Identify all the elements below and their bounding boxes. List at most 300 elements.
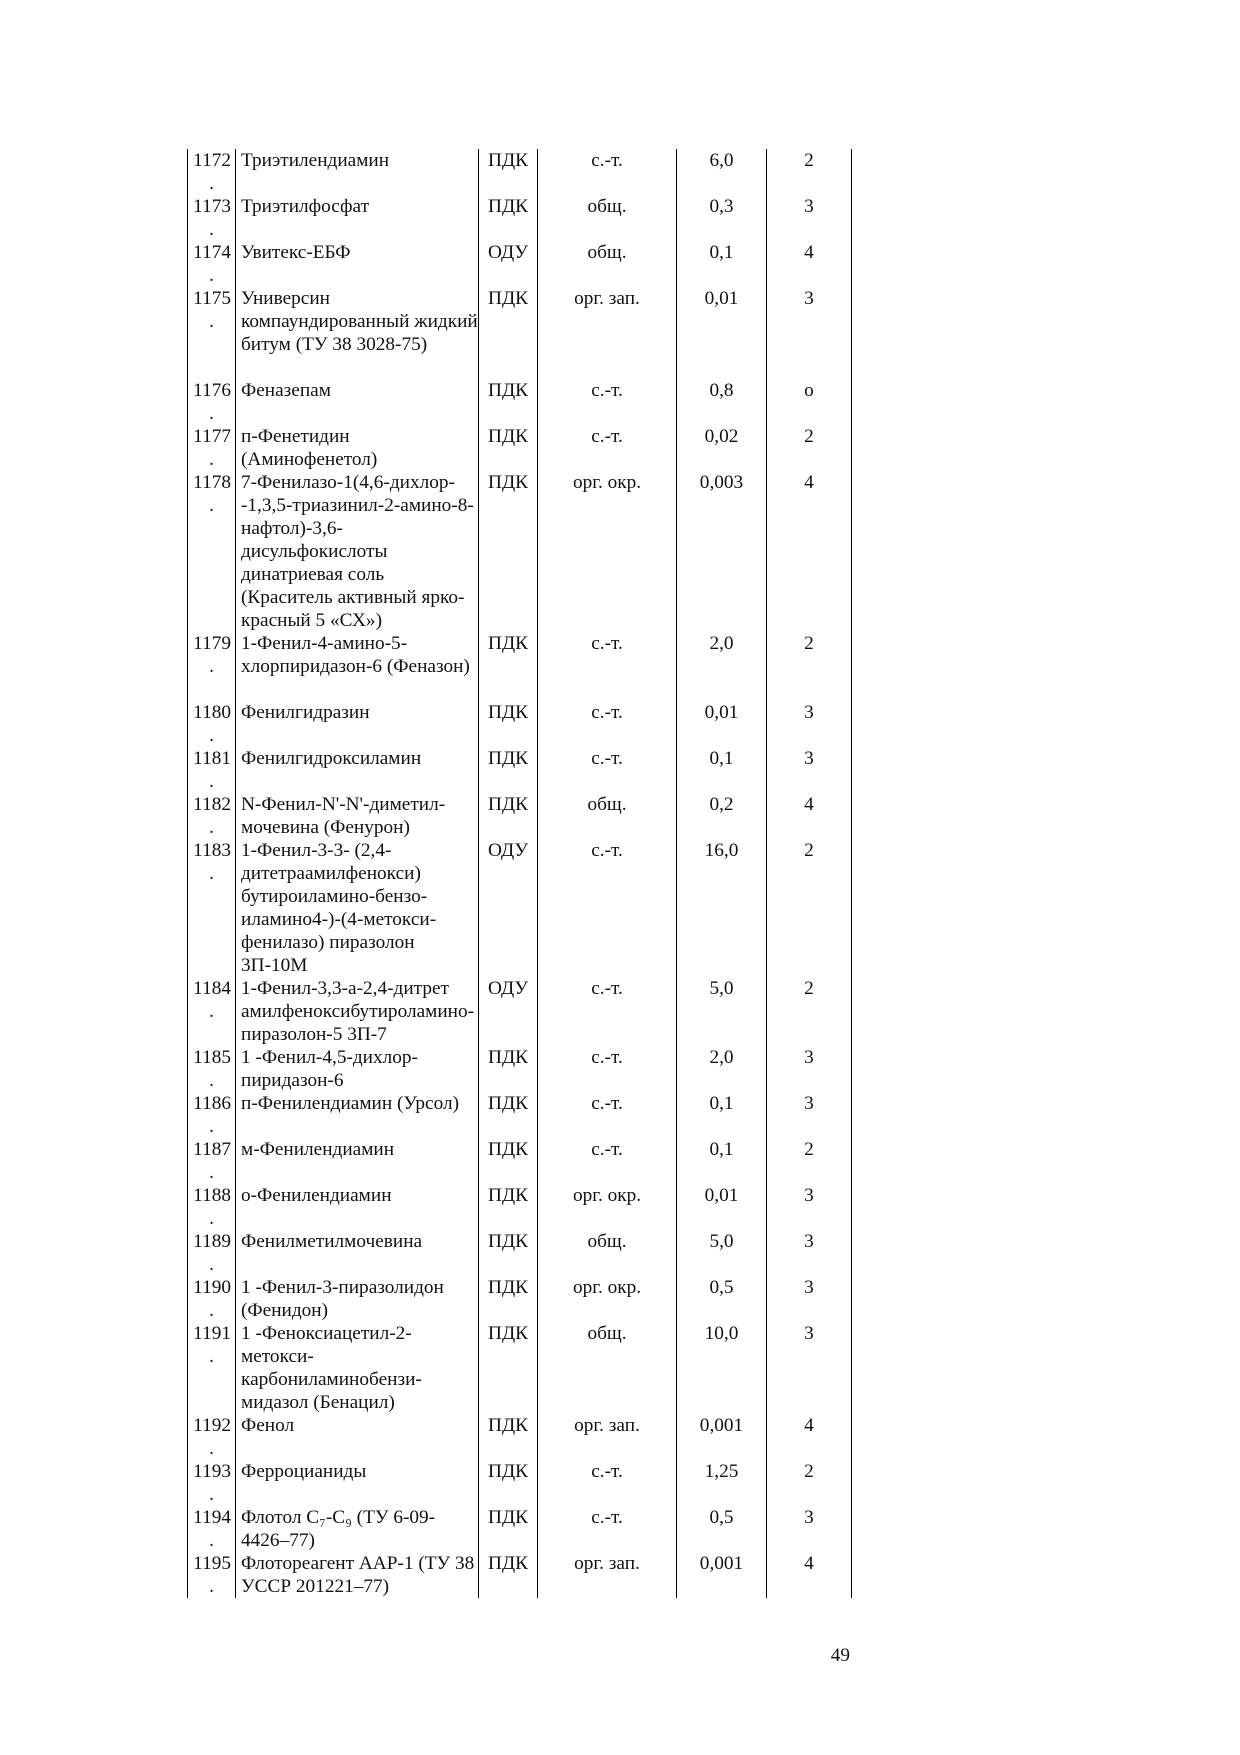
row-number-cell	[188, 471, 236, 632]
limit-value: 5,0	[709, 978, 734, 999]
table-row	[188, 632, 852, 701]
table-row	[188, 241, 852, 287]
substance-name-cell	[236, 149, 479, 195]
row-number-cell	[188, 241, 236, 287]
limit-type-cell	[479, 241, 538, 287]
row-number: 1195	[193, 1553, 231, 1574]
limit-value-cell	[677, 1322, 767, 1414]
limit-type: ПДК	[488, 1553, 528, 1574]
limit-type-cell	[479, 287, 538, 379]
hazard-category: с.-т.	[591, 1047, 623, 1068]
limit-type: ОДУ	[487, 978, 528, 999]
row-number: 1173	[193, 196, 231, 217]
row-number: 1193	[193, 1461, 231, 1482]
substance-table-container	[187, 149, 842, 1598]
table-row	[188, 977, 852, 1046]
hazard-category-cell	[538, 149, 677, 195]
limit-type: ПДК	[488, 1231, 528, 1252]
substance-name: Триэтилфосфат	[241, 196, 370, 217]
hazard-category-cell	[538, 1322, 677, 1414]
limit-value: 0,01	[704, 288, 739, 309]
limit-value: 0,01	[704, 702, 739, 723]
row-number-cell	[188, 1414, 236, 1460]
substance-name-cell	[236, 1276, 479, 1322]
substance-name-cell	[236, 195, 479, 241]
limit-type: ПДК	[488, 1323, 528, 1344]
substance-table	[187, 149, 852, 1598]
table-row	[188, 1276, 852, 1322]
row-number-cell	[188, 701, 236, 747]
substance-name-cell	[236, 425, 479, 471]
row-number-dot: .	[209, 1438, 214, 1459]
hazard-class: 2	[804, 840, 814, 861]
hazard-category-cell	[538, 977, 677, 1046]
substance-name-cell	[236, 747, 479, 793]
row-number: 1184	[193, 978, 231, 999]
row-number-cell	[188, 1552, 236, 1598]
table-row	[188, 1414, 852, 1460]
limit-value-cell	[677, 1460, 767, 1506]
row-number: 1181	[193, 748, 231, 769]
limit-value-cell	[677, 977, 767, 1046]
limit-value-cell	[677, 839, 767, 977]
limit-value: 0,003	[699, 472, 744, 493]
hazard-class-cell	[767, 839, 852, 977]
limit-value-cell	[677, 1230, 767, 1276]
limit-type: ПДК	[488, 196, 528, 217]
row-number-dot: .	[209, 1070, 214, 1091]
limit-type: ОДУ	[487, 242, 528, 263]
substance-name-cell	[236, 241, 479, 287]
row-number-dot: .	[209, 1530, 214, 1551]
limit-type-cell	[479, 701, 538, 747]
row-number-cell	[188, 632, 236, 701]
limit-type-cell	[479, 1552, 538, 1598]
row-number-cell	[188, 1460, 236, 1506]
table-row	[188, 1138, 852, 1184]
substance-name-cell	[236, 1046, 479, 1092]
limit-value: 2,0	[709, 1047, 734, 1068]
hazard-class: 3	[804, 1093, 814, 1114]
hazard-class-cell	[767, 701, 852, 747]
table-row	[188, 839, 852, 977]
table-row	[188, 195, 852, 241]
limit-value: 0,1	[709, 242, 734, 263]
hazard-category-cell	[538, 1230, 677, 1276]
hazard-class-cell	[767, 425, 852, 471]
substance-name: м-Фенилендиамин	[241, 1139, 395, 1160]
row-number-dot: .	[209, 1300, 214, 1321]
row-number: 1174	[193, 242, 231, 263]
limit-value: 0,8	[709, 380, 734, 401]
table-row	[188, 425, 852, 471]
hazard-category: с.-т.	[591, 1461, 623, 1482]
hazard-class: 3	[804, 1323, 814, 1344]
row-number-dot: .	[209, 1116, 214, 1137]
limit-value: 0,2	[709, 794, 734, 815]
limit-type: ПДК	[488, 1507, 528, 1528]
limit-value-cell	[677, 1138, 767, 1184]
limit-type: ПДК	[488, 472, 528, 493]
limit-type-cell	[479, 632, 538, 701]
hazard-class: 3	[804, 1507, 814, 1528]
hazard-class: 2	[804, 633, 814, 654]
row-number-dot: .	[209, 1576, 214, 1597]
limit-type: ПДК	[488, 748, 528, 769]
limit-type-cell	[479, 425, 538, 471]
row-number-dot: .	[209, 656, 214, 677]
limit-value: 0,5	[709, 1507, 734, 1528]
limit-type-cell	[479, 471, 538, 632]
hazard-category-cell	[538, 1138, 677, 1184]
row-number-dot: .	[209, 219, 214, 240]
hazard-category: орг. зап.	[574, 1415, 640, 1436]
hazard-class-cell	[767, 1414, 852, 1460]
row-number-dot: .	[209, 817, 214, 838]
hazard-category-cell	[538, 287, 677, 379]
row-number: 1189	[193, 1231, 231, 1252]
substance-name-cell	[236, 1322, 479, 1414]
hazard-category: орг. окр.	[572, 1185, 642, 1206]
row-number-cell	[188, 1230, 236, 1276]
limit-value-cell	[677, 471, 767, 632]
row-number-cell	[188, 1276, 236, 1322]
substance-name-cell	[236, 793, 479, 839]
substance-name-cell	[236, 977, 479, 1046]
hazard-category: общ.	[587, 196, 627, 217]
limit-value: 5,0	[709, 1231, 734, 1252]
hazard-class: 3	[804, 1047, 814, 1068]
limit-value: 6,0	[709, 150, 734, 171]
substance-name-cell	[236, 287, 479, 379]
hazard-class: 2	[804, 150, 814, 171]
hazard-class: 4	[804, 242, 814, 263]
table-body	[188, 149, 852, 1598]
limit-value: 2,0	[709, 633, 734, 654]
hazard-class: 4	[804, 1553, 814, 1574]
hazard-category: орг. окр.	[572, 1277, 642, 1298]
limit-type-cell	[479, 1460, 538, 1506]
hazard-category: с.-т.	[591, 702, 623, 723]
limit-type: ПДК	[488, 1047, 528, 1068]
table-row	[188, 1506, 852, 1552]
table-row	[188, 1092, 852, 1138]
hazard-category: орг. окр.	[572, 472, 642, 493]
hazard-category: с.-т.	[591, 150, 623, 171]
substance-name: Фенилгидроксиламин	[241, 748, 422, 769]
limit-value-cell	[677, 793, 767, 839]
row-number: 1194	[193, 1507, 231, 1528]
hazard-category: с.-т.	[591, 748, 623, 769]
hazard-category: с.-т.	[591, 1093, 623, 1114]
limit-value: 0,01	[704, 1185, 739, 1206]
limit-type-cell	[479, 1184, 538, 1230]
limit-type-cell	[479, 379, 538, 425]
row-number-dot: .	[209, 449, 214, 470]
row-number-cell	[188, 287, 236, 379]
hazard-category: с.-т.	[591, 633, 623, 654]
hazard-class-cell	[767, 1460, 852, 1506]
substance-name: Увитекс-ЕБФ	[241, 242, 351, 263]
substance-name: п-Фенилендиамин (Урсол)	[241, 1093, 460, 1114]
row-number: 1182	[193, 794, 231, 815]
limit-type-cell	[479, 195, 538, 241]
substance-name: Универсин компаундированный жидкий битум (ТУ 38 3028-75)	[241, 288, 478, 355]
hazard-category-cell	[538, 241, 677, 287]
limit-type: ПДК	[488, 1277, 528, 1298]
limit-type-cell	[479, 1046, 538, 1092]
substance-name-cell	[236, 839, 479, 977]
row-number-cell	[188, 747, 236, 793]
limit-type-cell	[479, 1414, 538, 1460]
hazard-category-cell	[538, 1092, 677, 1138]
hazard-class-cell	[767, 1184, 852, 1230]
limit-value: 10,0	[704, 1323, 739, 1344]
row-number-dot: .	[209, 1254, 214, 1275]
limit-type-cell	[479, 1276, 538, 1322]
limit-value-cell	[677, 241, 767, 287]
table-row	[188, 287, 852, 379]
substance-name-cell	[236, 701, 479, 747]
row-number-dot: .	[209, 1208, 214, 1229]
hazard-class: 2	[804, 978, 814, 999]
limit-type-cell	[479, 1322, 538, 1414]
hazard-class: 3	[804, 702, 814, 723]
hazard-class: 3	[804, 196, 814, 217]
limit-type: ПДК	[488, 1139, 528, 1160]
hazard-category-cell	[538, 195, 677, 241]
substance-name-cell	[236, 379, 479, 425]
limit-value-cell	[677, 1506, 767, 1552]
hazard-category-cell	[538, 1046, 677, 1092]
substance-name: 1-Фенил-3,3-а-2,4-дитрет амилфеноксибутироламино-пиразолон-5 3П-7	[241, 978, 475, 1045]
substance-name: 1-Фенил-4-амино-5-хлорпиридазон-6 (Феназон)	[241, 633, 470, 677]
hazard-category: общ.	[587, 242, 627, 263]
hazard-class: 3	[804, 1277, 814, 1298]
substance-name: Фенилметилмочевина	[241, 1231, 423, 1252]
row-number-dot: .	[209, 311, 214, 332]
limit-value-cell	[677, 1414, 767, 1460]
hazard-category: орг. зап.	[574, 288, 640, 309]
hazard-category-cell	[538, 701, 677, 747]
row-number-cell	[188, 1046, 236, 1092]
row-number-dot: .	[209, 863, 214, 884]
row-number: 1172	[193, 150, 231, 171]
limit-type: ПДК	[488, 1093, 528, 1114]
row-number: 1191	[193, 1323, 231, 1344]
limit-value-cell	[677, 632, 767, 701]
table-row	[188, 701, 852, 747]
hazard-category: орг. зап.	[574, 1553, 640, 1574]
limit-type-cell	[479, 747, 538, 793]
limit-type: ОДУ	[487, 840, 528, 861]
substance-name: 1 -Феноксиацетил-2-метокси-карбониламинобензи-мидазол (Бенацил)	[241, 1323, 422, 1413]
substance-name: 1 -Фенил-3-пиразолидон (Фенидон)	[241, 1277, 444, 1321]
row-number-cell	[188, 1138, 236, 1184]
limit-value-cell	[677, 1552, 767, 1598]
hazard-category-cell	[538, 793, 677, 839]
table-row	[188, 747, 852, 793]
row-number: 1179	[193, 633, 231, 654]
table-row	[188, 149, 852, 195]
limit-type-cell	[479, 149, 538, 195]
hazard-category: с.-т.	[591, 840, 623, 861]
row-number-dot: .	[209, 1001, 214, 1022]
row-number-dot: .	[209, 1346, 214, 1367]
limit-value-cell	[677, 379, 767, 425]
hazard-class: 4	[804, 794, 814, 815]
row-number: 1190	[193, 1277, 231, 1298]
limit-type: ПДК	[488, 150, 528, 171]
hazard-category-cell	[538, 632, 677, 701]
row-number-cell	[188, 195, 236, 241]
row-number-cell	[188, 839, 236, 977]
row-number: 1178	[193, 472, 231, 493]
substance-name: 1-Фенил-3-3- (2,4-дитетраамилфенокси) бутироиламино-бензо-иламино4-)-(4-метокси-фенилазо) пиразолон 3П-10М	[241, 840, 437, 976]
row-number: 1186	[193, 1093, 231, 1114]
hazard-category: с.-т.	[591, 1139, 623, 1160]
limit-type: ПДК	[488, 380, 528, 401]
limit-type-cell	[479, 1506, 538, 1552]
hazard-class-cell	[767, 471, 852, 632]
hazard-category: с.-т.	[591, 380, 623, 401]
hazard-class: 3	[804, 1231, 814, 1252]
hazard-class-cell	[767, 149, 852, 195]
limit-value-cell	[677, 425, 767, 471]
hazard-class-cell	[767, 747, 852, 793]
table-row	[188, 1230, 852, 1276]
hazard-class-cell	[767, 1276, 852, 1322]
limit-type: ПДК	[488, 794, 528, 815]
row-number-dot: .	[209, 495, 214, 516]
substance-name-cell	[236, 1092, 479, 1138]
limit-value: 16,0	[704, 840, 739, 861]
row-number-cell	[188, 793, 236, 839]
limit-type: ПДК	[488, 288, 528, 309]
row-number-cell	[188, 149, 236, 195]
limit-type: ПДК	[488, 1461, 528, 1482]
limit-value-cell	[677, 287, 767, 379]
row-number-dot: .	[209, 1162, 214, 1183]
substance-name-cell	[236, 1184, 479, 1230]
hazard-category: с.-т.	[591, 1507, 623, 1528]
limit-value: 0,1	[709, 748, 734, 769]
limit-value-cell	[677, 701, 767, 747]
hazard-category: общ.	[587, 1231, 627, 1252]
row-number-cell	[188, 1506, 236, 1552]
hazard-class-cell	[767, 287, 852, 379]
limit-value-cell	[677, 195, 767, 241]
substance-name: Флотореагент ААР-1 (ТУ 38 УССР 201221–77)	[241, 1553, 475, 1597]
row-number: 1177	[193, 426, 231, 447]
table-row	[188, 793, 852, 839]
limit-type-cell	[479, 839, 538, 977]
row-number-dot: .	[209, 725, 214, 746]
limit-value: 0,5	[709, 1277, 734, 1298]
table-row	[188, 1460, 852, 1506]
limit-type-cell	[479, 1092, 538, 1138]
hazard-class: 2	[804, 1461, 814, 1482]
limit-value-cell	[677, 149, 767, 195]
limit-value: 1,25	[704, 1461, 739, 1482]
hazard-category-cell	[538, 1414, 677, 1460]
hazard-category: с.-т.	[591, 978, 623, 999]
hazard-category-cell	[538, 1506, 677, 1552]
row-number: 1185	[193, 1047, 231, 1068]
substance-name: Феназепам	[241, 380, 331, 401]
substance-name: 1 -Фенил-4,5-дихлор-пиридазон-6	[241, 1047, 418, 1091]
row-number-cell	[188, 1322, 236, 1414]
limit-value-cell	[677, 1276, 767, 1322]
hazard-category-cell	[538, 1460, 677, 1506]
limit-type: ПДК	[488, 1185, 528, 1206]
hazard-class-cell	[767, 195, 852, 241]
hazard-category: с.-т.	[591, 426, 623, 447]
limit-type-cell	[479, 793, 538, 839]
hazard-class-cell	[767, 793, 852, 839]
limit-type: ПДК	[488, 426, 528, 447]
limit-value-cell	[677, 1046, 767, 1092]
limit-value-cell	[677, 747, 767, 793]
hazard-class: 3	[804, 288, 814, 309]
hazard-category-cell	[538, 379, 677, 425]
substance-name: Фенилгидразин	[241, 702, 370, 723]
hazard-class-cell	[767, 1138, 852, 1184]
hazard-class: 3	[804, 1185, 814, 1206]
page-number: 49	[830, 1645, 850, 1666]
substance-name: о-Фенилендиамин	[241, 1185, 392, 1206]
table-row	[188, 471, 852, 632]
hazard-class-cell	[767, 1552, 852, 1598]
row-number-dot: .	[209, 771, 214, 792]
hazard-category-cell	[538, 1276, 677, 1322]
table-row	[188, 1322, 852, 1414]
limit-value-cell	[677, 1092, 767, 1138]
table-row	[188, 1552, 852, 1598]
substance-name-cell	[236, 1414, 479, 1460]
row-number-dot: .	[209, 1484, 214, 1505]
hazard-class: 2	[804, 426, 814, 447]
limit-type: ПДК	[488, 702, 528, 723]
hazard-category-cell	[538, 1184, 677, 1230]
row-number-cell	[188, 425, 236, 471]
row-number: 1180	[193, 702, 231, 723]
hazard-class-cell	[767, 1230, 852, 1276]
substance-name-cell	[236, 1230, 479, 1276]
substance-name: п-Фенетидин (Аминофенетол)	[241, 426, 378, 470]
limit-value: 0,001	[699, 1415, 744, 1436]
table-row	[188, 379, 852, 425]
limit-value: 0,1	[709, 1093, 734, 1114]
row-number: 1187	[193, 1139, 231, 1160]
substance-name-cell	[236, 471, 479, 632]
row-number: 1175	[193, 288, 231, 309]
row-number-dot: .	[209, 403, 214, 424]
row-number: 1176	[193, 380, 231, 401]
row-number-dot: .	[209, 173, 214, 194]
row-number: 1188	[193, 1185, 231, 1206]
limit-value: 0,001	[699, 1553, 744, 1574]
hazard-class: о	[804, 380, 814, 401]
hazard-class-cell	[767, 379, 852, 425]
row-number: 1192	[193, 1415, 231, 1436]
limit-type-cell	[479, 977, 538, 1046]
hazard-category-cell	[538, 747, 677, 793]
substance-name: Фенол	[241, 1415, 295, 1436]
row-number-cell	[188, 1092, 236, 1138]
substance-name-cell	[236, 1460, 479, 1506]
substance-name-cell	[236, 1138, 479, 1184]
